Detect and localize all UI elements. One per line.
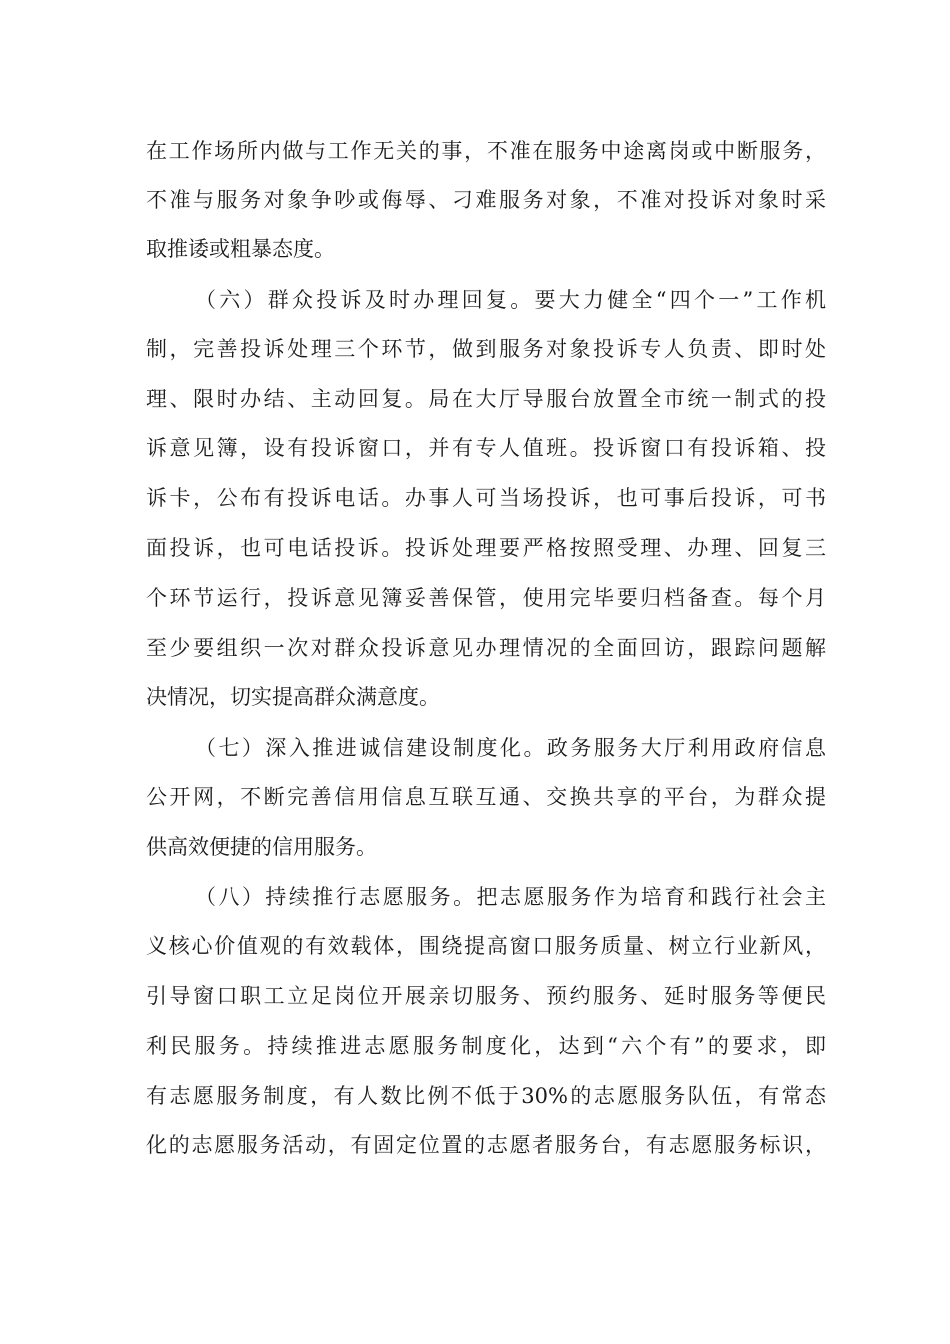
- text-line: 决情况，切实提高群众满意度。: [146, 685, 440, 709]
- text-line: 利民服务。持续推进志愿服务制度化，达到“六个有”的要求，即: [146, 1034, 826, 1058]
- text-line: 至少要组织一次对群众投诉意见办理情况的全面回访，跟踪问题解: [146, 636, 826, 660]
- text-line: 义核心价值观的有效载体，围绕提高窗口服务质量、树立行业新风，: [146, 934, 826, 958]
- text-line: 取推诿或粗暴态度。: [146, 237, 335, 261]
- text-line: 供高效便捷的信用服务。: [146, 835, 377, 859]
- text-line: 诉意见簿，设有投诉窗口，并有专人值班。投诉窗口有投诉箱、投: [146, 436, 826, 460]
- text-line: 引导窗口职工立足岗位开展亲切服务、预约服务、延时服务等便民: [146, 984, 826, 1008]
- paragraph-heading-line: （七）深入推进诚信建设制度化。政务服务大厅利用政府信息: [195, 736, 826, 760]
- paragraph-heading-line: （六）群众投诉及时办理回复。要大力健全“四个一”工作机: [195, 288, 826, 312]
- text-line: 诉卡，公布有投诉电话。办事人可当场投诉，也可事后投诉，可书: [146, 486, 826, 510]
- text-line: 个环节运行，投诉意见簿妥善保管，使用完毕要归档备查。每个月: [146, 586, 826, 610]
- text-line: 理、限时办结、主动回复。局在大厅导服台放置全市统一制式的投: [146, 387, 826, 411]
- text-line: 公开网，不断完善信用信息互联互通、交换共享的平台，为群众提: [146, 785, 826, 809]
- text-line: 不准与服务对象争吵或侮辱、刁难服务对象，不准对投诉对象时采: [146, 188, 826, 212]
- paragraph-heading-line: （八）持续推行志愿服务。把志愿服务作为培育和践行社会主: [195, 885, 826, 909]
- text-line: 有志愿服务制度，有人数比例不低于30%的志愿服务队伍，有常态: [146, 1084, 826, 1108]
- text-line: 化的志愿服务活动，有固定位置的志愿者服务台，有志愿服务标识，: [146, 1133, 826, 1157]
- text-line: 制，完善投诉处理三个环节，做到服务对象投诉专人负责、即时处: [146, 337, 826, 361]
- text-line: 在工作场所内做与工作无关的事，不准在服务中途离岗或中断服务，: [146, 139, 826, 163]
- text-line: 面投诉，也可电话投诉。投诉处理要严格按照受理、办理、回复三: [146, 536, 826, 560]
